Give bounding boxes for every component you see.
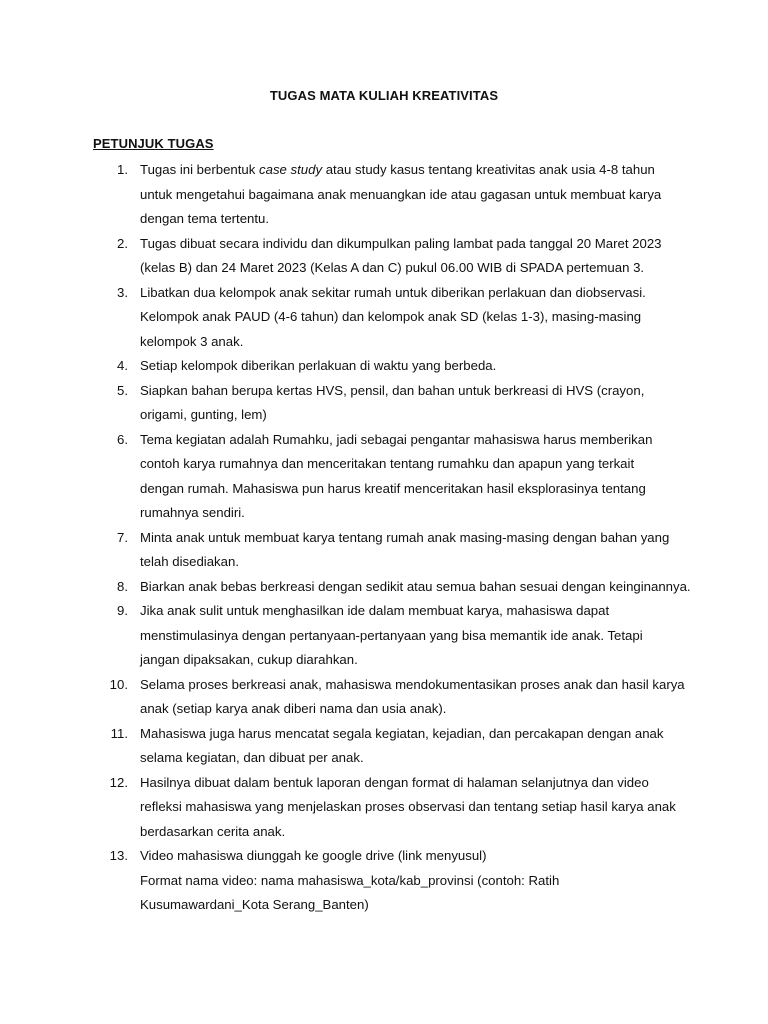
list-item xyxy=(0,379,768,428)
text-segment: atau study kasus tentang kreativitas anak usia 4-8 tahun xyxy=(322,162,655,177)
list-item xyxy=(0,722,768,771)
list-item-text-line: Minta anak untuk membuat karya tentang rumah anak masing-masing dengan bahan yang xyxy=(140,529,670,545)
list-item-text-line: dengan rumah. Mahasiswa pun harus kreatif menceritakan hasil eksplorasinya tentang xyxy=(140,480,646,496)
list-item-text-line: selama kegiatan, dan dibuat per anak. xyxy=(140,750,364,765)
list-item-text-line: telah disediakan. xyxy=(140,554,239,569)
list-item-number: 3. xyxy=(117,284,128,300)
list-item xyxy=(0,844,768,918)
list-item-number: 10. xyxy=(109,676,128,692)
list-item-text-line: untuk mengetahui bagaimana anak menuangkan ide atau gagasan untuk membuat karya xyxy=(140,186,662,202)
instruction-list xyxy=(0,158,768,918)
list-item-text-line xyxy=(140,158,684,183)
list-item-text-line: Kelompok anak PAUD (4-6 tahun) dan kelompok anak SD (kelas 1-3), masing-masing xyxy=(140,309,642,324)
list-item-text-line: origami, gunting, lem) xyxy=(140,407,267,422)
list-item-text-line: Mahasiswa juga harus mencatat segala kegiatan, kejadian, dan percakapan dengan anak xyxy=(140,725,664,741)
list-item-text-line: kelompok 3 anak. xyxy=(140,333,244,349)
list-item-text-line: Selama proses berkreasi anak, mahasiswa mendokumentasikan proses anak dan hasil karya xyxy=(140,676,685,692)
list-item-text-line: menstimulasinya dengan pertanyaan-pertanyaan yang bisa memantik ide anak. Tetapi xyxy=(140,627,643,643)
list-item-number: 7. xyxy=(117,529,128,545)
list-item-number: 1. xyxy=(117,162,128,177)
list-item-number: 4. xyxy=(117,358,128,373)
list-item-text-line: anak (setiap karya anak diberi nama dan usia anak). xyxy=(140,701,447,716)
emphasized-text: case study xyxy=(259,162,323,177)
section-heading: PETUNJUK TUGAS xyxy=(93,136,214,151)
list-item xyxy=(0,771,768,845)
list-item-text-line: (kelas B) dan 24 Maret 2023 (Kelas A dan C) pukul 06.00 WIB di SPADA pertemuan 3. xyxy=(140,260,645,275)
list-item-text-line: contoh karya rumahnya dan menceritakan tentang rumahku dan apapun yang terkait xyxy=(140,456,635,471)
list-item-text-line: Video mahasiswa diunggah ke google drive (link menyusul) xyxy=(140,848,487,863)
list-item-text-line: Tugas dibuat secara individu dan dikumpulkan paling lambat pada tanggal 20 Maret 2023 xyxy=(140,235,662,251)
list-item-text-line: Format nama video: nama mahasiswa_kota/kab_provinsi (contoh: Ratih xyxy=(140,872,560,888)
list-item-text-line: rumahnya sendiri. xyxy=(140,505,245,520)
list-item-text-line: jangan dipaksakan, cukup diarahkan. xyxy=(140,652,358,667)
list-item xyxy=(0,428,768,526)
list-item-number: 6. xyxy=(117,431,128,447)
list-item-number: 8. xyxy=(117,578,128,594)
list-item xyxy=(0,354,768,379)
list-item-text-line: refleksi mahasiswa yang menjelaskan proses observasi dan tentang setiap hasil karya anak xyxy=(140,799,676,814)
list-item-text-line: Kusumawardani_Kota Serang_Banten) xyxy=(140,897,369,912)
list-item-text-line: Hasilnya dibuat dalam bentuk laporan dengan format di halaman selanjutnya dan video xyxy=(140,774,649,790)
list-item-text-line: Libatkan dua kelompok anak sekitar rumah untuk diberikan perlakuan dan diobservasi. xyxy=(140,284,646,300)
list-item-text-line: Setiap kelompok diberikan perlakuan di waktu yang berbeda. xyxy=(140,358,497,373)
text-segment: Tugas ini berbentuk xyxy=(140,162,260,177)
list-item xyxy=(0,232,768,281)
list-item xyxy=(0,599,768,673)
document-title: TUGAS MATA KULIAH KREATIVITAS xyxy=(269,88,499,103)
list-item-text-line: Siapkan bahan berupa kertas HVS, pensil, dan bahan untuk berkreasi di HVS (crayon, xyxy=(140,382,645,398)
list-item-number: 2. xyxy=(117,235,128,251)
list-item xyxy=(0,673,768,722)
list-item-text-line: berdasarkan cerita anak. xyxy=(140,823,286,839)
list-item-number: 12. xyxy=(109,774,128,790)
list-item-text-line: Tema kegiatan adalah Rumahku, jadi sebagai pengantar mahasiswa harus memberikan xyxy=(140,431,653,447)
list-item-number: 11. xyxy=(110,725,128,741)
list-item xyxy=(0,158,768,232)
list-item-number: 9. xyxy=(117,603,128,618)
list-item xyxy=(0,575,768,600)
list-item xyxy=(0,526,768,575)
list-item-number: 13. xyxy=(109,848,128,863)
list-item-text-line: Biarkan anak bebas berkreasi dengan sedikit atau semua bahan sesuai dengan keinginannya. xyxy=(140,578,691,594)
list-item-text-line: dengan tema tertentu. xyxy=(140,211,270,226)
list-item xyxy=(0,281,768,355)
list-item-text-line: Jika anak sulit untuk menghasilkan ide dalam membuat karya, mahasiswa dapat xyxy=(140,603,610,618)
list-item-number: 5. xyxy=(117,382,128,398)
